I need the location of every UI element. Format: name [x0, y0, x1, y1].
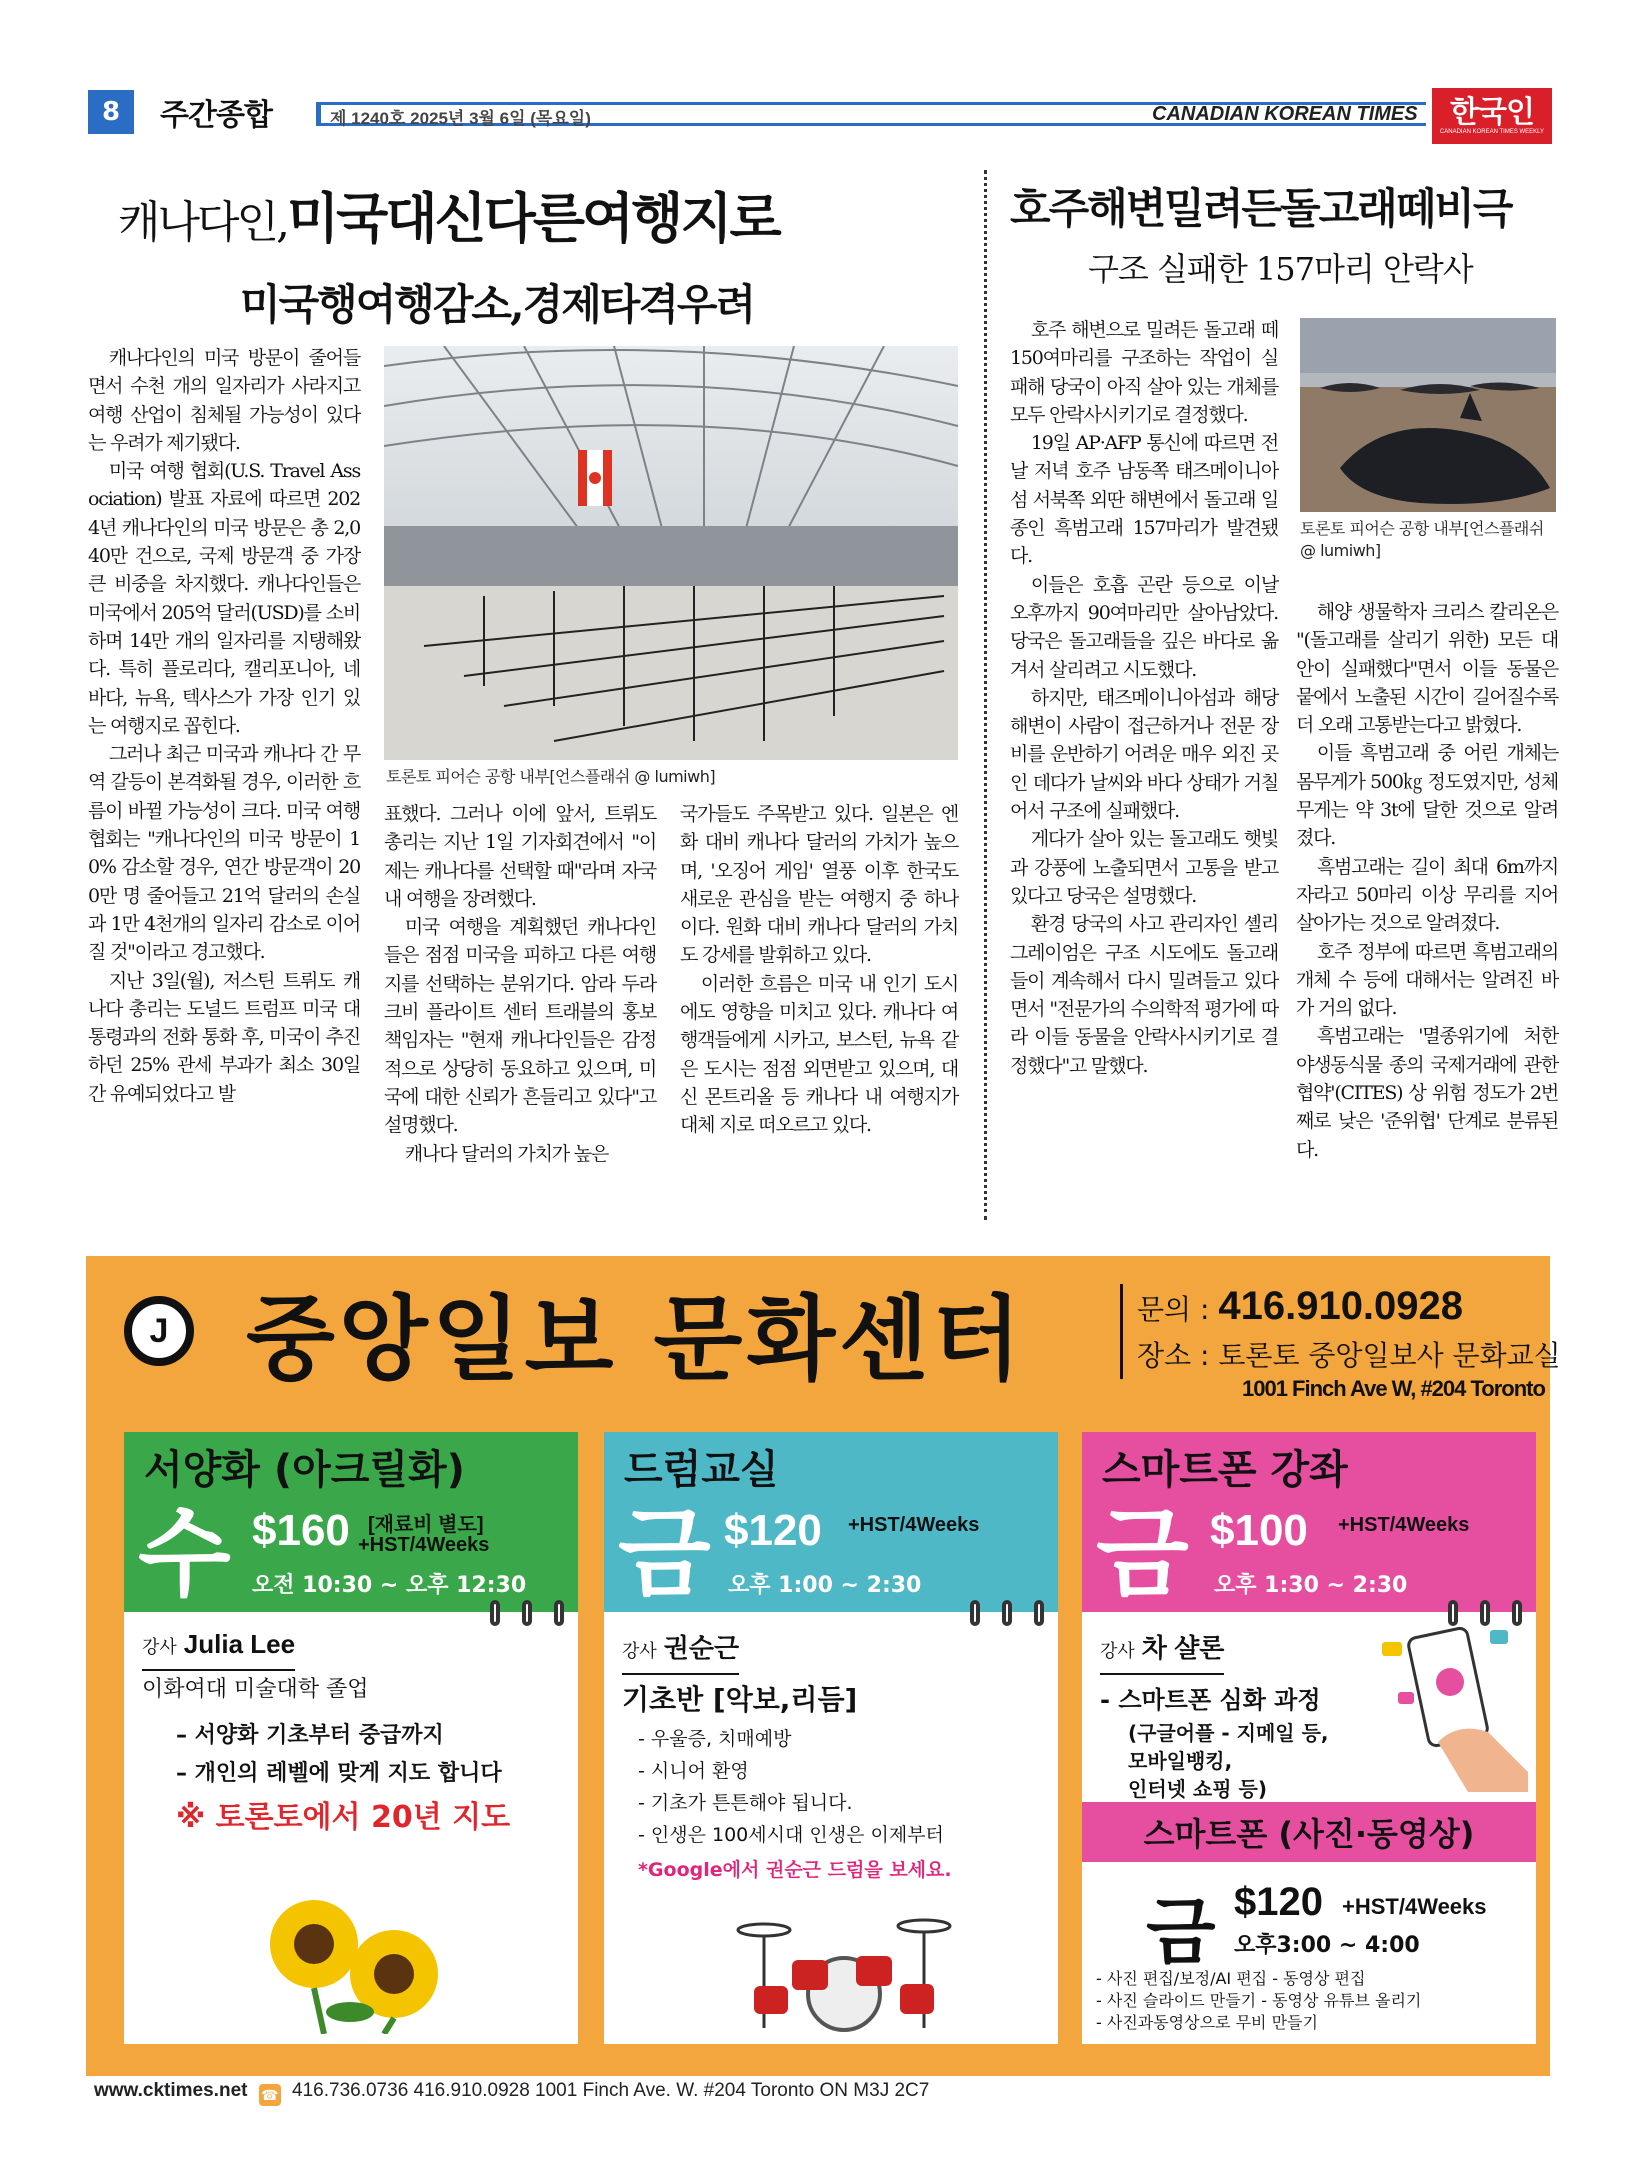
paragraph: 표했다. 그러나 이에 앞서, 트뤼도 총리는 지난 1일 기자회견에서 "이제는 캐나다를 선택할 때"라며 자국 내 여행을 장려했다. [384, 803, 656, 910]
section-title: 주간종합 [160, 98, 272, 133]
article1-subheadline: 미국행여행감소,경제타격우려 [240, 280, 755, 329]
article1-column-2 [384, 800, 656, 1168]
teacher [1100, 1628, 1224, 1675]
paragraph: 미국 여행 협회(U.S. Travel Association) 발표 자료에 따르면 2024년 캐나다인의 미국 방문은 총 2,040만 건으로, 국제 방문객 중 가장 큰 비중을 차지했다. 캐나다인들은 미국에서 205억 달러(USD)를 소비하며 14만 개의 일자리를 지탱해왔다. 특히 플로리다, 캘리포니아, 네바다, 뉴욕, 텍사스가 가장 인기 있는 여행지로 꼽힌다. [88, 460, 360, 737]
article2-headline: 호주해변밀려든돌고래떼비극 [1010, 184, 1512, 233]
course-price: $160 [252, 1506, 350, 1555]
course-line: - 시니어 환영 [638, 1760, 749, 1782]
footer-contact: 416.736.0736 416.910.0928 1001 Finch Ave. W. #204 Toronto ON M3J 2C7 [292, 2080, 930, 2101]
ad-title: 중앙일보 문화센터 [246, 1286, 1026, 1393]
joongang-logo-icon: J [124, 1296, 194, 1366]
binder-rings-icon [970, 1600, 1044, 1626]
course-tax: +HST/4Weeks [358, 1534, 490, 1556]
paragraph: 해양 생물학자 크리스 칼리온은 "(돌고래를 살리기 위한) 모든 대안이 실패했다"면서 이들 동물은 뭍에서 노출된 시간이 길어질수록 더 오래 고통받는다고 밝혔다. [1296, 601, 1558, 737]
column-divider [984, 170, 987, 1220]
logo-subtext: CANADIAN KOREAN TIMES WEEKLY [1439, 129, 1545, 135]
course-day: 금 [1096, 1498, 1189, 1610]
course-tax: +HST/4Weeks [848, 1514, 980, 1536]
course-highlight: *Google에서 권순근 드럼을 보세요. [638, 1859, 952, 1881]
course-line: - 사진 슬라이드 만들기 - 동영상 유튜브 올리기 [1096, 1991, 1422, 2010]
teacher-name: Julia Lee [183, 1629, 296, 1659]
smartphone-photo-title-band [1082, 1802, 1536, 1862]
article2-column-2 [1296, 598, 1558, 1164]
course-time: 오후 1:00 ~ 2:30 [728, 1573, 922, 1598]
article1-headline [118, 176, 779, 253]
paragraph: 국가들도 주목받고 있다. 일본은 엔화 대비 캐나다 달러의 가치가 높으며, '오징어 게임' 열풍 이후 한국도 새로운 관심을 받는 여행지 중 하나이다. 원화 대비 캐나다 달러의 가치도 강세를 발휘하고 있다. [680, 803, 958, 967]
course-line: 모바일뱅킹, [1128, 1749, 1233, 1773]
page-footer [94, 2080, 929, 2106]
course-tax: +HST/4Weeks [1338, 1514, 1470, 1536]
course-price: $100 [1210, 1506, 1308, 1555]
article1-column-1 [88, 344, 360, 1108]
smartphone-hand-icon [1378, 1622, 1528, 1796]
course-material-note: [재료비 별도] [368, 1514, 484, 1536]
paragraph: 이들 흑범고래 중 어린 개체는 몸무게가 500㎏ 정도였지만, 성체 무게는 약 3t에 달한 것으로 알려졌다. [1296, 742, 1558, 850]
paragraph: 흑범고래는 길이 최대 6m까지 자라고 50마리 이상 무리를 지어 살아가는 것으로 알려졌다. [1296, 855, 1558, 935]
course-price: $120 [724, 1506, 822, 1555]
teacher-label: 강사 [142, 1637, 177, 1658]
teacher-label: 강사 [622, 1641, 657, 1662]
article2-photo-caption: 토론토 피어슨 공항 내부[언스플래쉬 @ lumiwh] [1300, 519, 1544, 560]
course-day: 수 [138, 1498, 231, 1610]
footer-website-link[interactable]: www.cktimes.net [94, 2080, 248, 2101]
drum-kit-icon [734, 1910, 954, 2038]
article2-column-1 [1010, 316, 1278, 1080]
paragraph: 하지만, 태즈메이니아섬과 해당 해변이 사람이 접근하거나 전문 장비를 운반하기 어려운 매우 외진 곳인 데다가 날씨와 바다 상태가 거칠어서 구조에 실패했다. [1010, 686, 1278, 823]
culture-center-ad [86, 1256, 1561, 2076]
logo-text: 한국인 [1450, 95, 1534, 130]
article2-subheadline: 구조 실패한 157마리 안락사 [1088, 250, 1473, 288]
course-line: - 사진 편집/보정/AI 편집 - 동영상 편집 [1096, 1969, 1366, 1988]
course-subtitle: - 스마트폰 심화 과정 [1100, 1686, 1321, 1714]
course-card-drum[interactable] [604, 1432, 1058, 2044]
course-day: 금 [618, 1498, 711, 1610]
course-tax-2: +HST/4Weeks [1342, 1894, 1487, 1919]
course-time-2: 오후3:00 ~ 4:00 [1234, 1933, 1420, 1958]
course-line: – 서양화 기초부터 중급까지 [176, 1723, 444, 1748]
paragraph: 캐나다인의 미국 방문이 줄어들면서 수천 개의 일자리가 사라지고 여행 산업이 침체될 가능성이 있다는 우려가 제기됐다. [88, 347, 360, 454]
paragraph: 이러한 흐름은 미국 내 인기 도시에도 영향을 미치고 있다. 캐나다 여행객들에게 시카고, 보스턴, 뉴욕 같은 도시는 점점 외면받고 있으며, 대신 몬트리올 등 캐나다 내 여행지가 대체 지로 떠오르고 있다. [680, 972, 958, 1137]
paper-logo[interactable] [1432, 88, 1552, 144]
course-card-painting[interactable] [124, 1432, 578, 2044]
issue-info: 제 1240호 2025년 3월 6일 (목요일) [330, 109, 591, 128]
sunflower-icon [254, 1884, 444, 2038]
ad-address: 1001 Finch Ave W, #204 Toronto [1242, 1376, 1545, 1401]
place-name: 토론토 중앙일보사 문화교실 [1218, 1339, 1561, 1372]
teacher-label: 강사 [1100, 1641, 1135, 1662]
paragraph: 호주 해변으로 밀려든 돌고래 떼 150여마리를 구조하는 작업이 실패해 당국이 아직 살아 있는 개체를 모두 안락사시키기로 결정했다. [1010, 319, 1278, 426]
place-label: 장소 : [1137, 1339, 1210, 1372]
teacher-name: 권순근 [663, 1633, 740, 1663]
paragraph: 지난 3일(월), 저스틴 트뤼도 캐나다 총리는 도널드 트럼프 미국 대통령과의 전화 통화 후, 미국이 추진하던 25% 관세 부과가 최소 30일간 유예되었다고 발 [88, 969, 360, 1105]
whale-photo [1300, 318, 1556, 512]
paragraph: 게다가 살아 있는 돌고래도 햇빛과 강풍에 노출되면서 고통을 받고 있다고 당국은 설명했다. [1010, 828, 1278, 907]
article1-column-3 [680, 800, 958, 1140]
paragraph: 미국 여행을 계획했던 캐나다인들은 점점 미국을 피하고 다른 여행지를 선택하는 분위기다. 암라 두라크비 플라이트 센터 트래블의 홍보 책임자는 "현재 캐나다인들은 감정적으로 상당히 동요하고 있으며, 미국에 대한 신뢰가 흔들리고 있다"고 설명했다. [384, 916, 656, 1137]
course-title: 스마트폰 강좌 [1102, 1447, 1348, 1493]
course-title: 드럼교실 [624, 1447, 779, 1493]
course-price-2: $120 [1234, 1880, 1323, 1924]
card-header [604, 1432, 1058, 1612]
paragraph: 흑범고래는 '멸종위기에 처한 야생동식물 종의 국제거래에 관한 협약'(CITES) 상 위험 정도가 2번째로 낮은 '준위협' 단계로 분류된다. [1296, 1025, 1558, 1161]
teacher-name: 차 샬론 [1141, 1633, 1225, 1663]
teacher [622, 1628, 739, 1675]
paper-name: CANADIAN KOREAN TIMES [1152, 103, 1418, 125]
contact-label: 문의 : [1137, 1293, 1210, 1326]
course-line: (구글어플 - 지메일 등, [1128, 1721, 1329, 1745]
course-line: - 사진과동영상으로 무비 만들기 [1096, 2013, 1318, 2032]
course-subtitle: 기초반 [악보,리듬] [622, 1683, 858, 1716]
phone-icon: ☎ [259, 2084, 281, 2106]
course-time: 오후 1:30 ~ 2:30 [1214, 1573, 1408, 1598]
course-title: 서양화 (아크릴화) [144, 1447, 465, 1493]
course-day-2: 금 [1146, 1890, 1216, 1974]
card-body [622, 1628, 1040, 1889]
paragraph: 그러나 최근 미국과 캐나다 간 무역 갈등이 본격화될 경우, 이러한 흐름이 바뀔 가능성이 크다. 미국 여행 협회는 "캐나다인의 미국 방문이 10% 감소할 경우, 연간 방문객이 200만 명 줄어들고 21억 달러의 손실과 1만 4천개의 일자리 감소로 이어질 것"이라고 경고했다. [88, 743, 360, 964]
course-time: 오전 10:30 ~ 오후 12:30 [252, 1573, 527, 1598]
article1-headline-prefix: 캐나다인, [118, 197, 288, 248]
course-line: - 우울증, 치매예방 [638, 1728, 792, 1750]
course-line: 인터넷 쇼핑 등) [1128, 1777, 1267, 1801]
paragraph: 호주 정부에 따르면 흑범고래의 개체 수 등에 대해서는 알려진 바가 거의 없다. [1296, 940, 1558, 1020]
article1-headline-main: 미국대신다른여행지로 [287, 186, 779, 250]
contact-phone[interactable]: 416.910.0928 [1218, 1284, 1464, 1328]
course-lines-2 [1096, 1968, 1421, 2034]
course-card-smartphone[interactable] [1082, 1432, 1536, 2044]
course-line: 이화여대 미술대학 졸업 [142, 1677, 369, 1702]
card-header [1082, 1432, 1536, 1612]
course-line: - 인생은 100세시대 인생은 이제부터 [638, 1824, 944, 1846]
article1-photo-caption: 토론토 피어슨 공항 내부[언스플래쉬 @ lumiwh] [386, 767, 716, 786]
teacher [142, 1628, 295, 1671]
course-line: - 기초가 튼튼해야 됩니다. [638, 1792, 853, 1814]
card-body [142, 1628, 560, 1837]
course-title-2: 스마트폰 (사진·동영상) [1143, 1815, 1475, 1853]
binder-rings-icon [490, 1600, 564, 1626]
paragraph: 캐나다 달러의 가치가 높은 [404, 1142, 609, 1165]
ad-contact-info [1120, 1284, 1561, 1379]
course-line: – 개인의 레벨에 맞게 지도 합니다 [176, 1761, 502, 1786]
paragraph: 이들은 호흡 곤란 등으로 이날 오후까지 90여마리만 살아남았다. 당국은 돌고래들을 깊은 바다로 옮겨서 살리려고 시도했다. [1010, 573, 1278, 681]
paragraph: 19일 AP·AFP 통신에 따르면 전날 저녁 호주 남동쪽 태즈메이니아섬 서북쪽 외딴 해변에서 돌고래 일종인 흑범고래 157마리가 발견됐다. [1010, 432, 1278, 568]
course-highlight: ※ 토론토에서 20년 지도 [176, 1800, 511, 1835]
paragraph: 환경 당국의 사고 관리자인 셸리 그레이엄은 구조 시도에도 돌고래들이 계속해서 다시 밀려들고 있다면서 "전문가의 수의학적 평가에 따라 이들 동물을 안락사시키기로 결정했다"고 말했다. [1010, 913, 1278, 1077]
page-number: 8 [88, 90, 134, 134]
airport-photo [384, 346, 958, 760]
card-header [124, 1432, 578, 1612]
